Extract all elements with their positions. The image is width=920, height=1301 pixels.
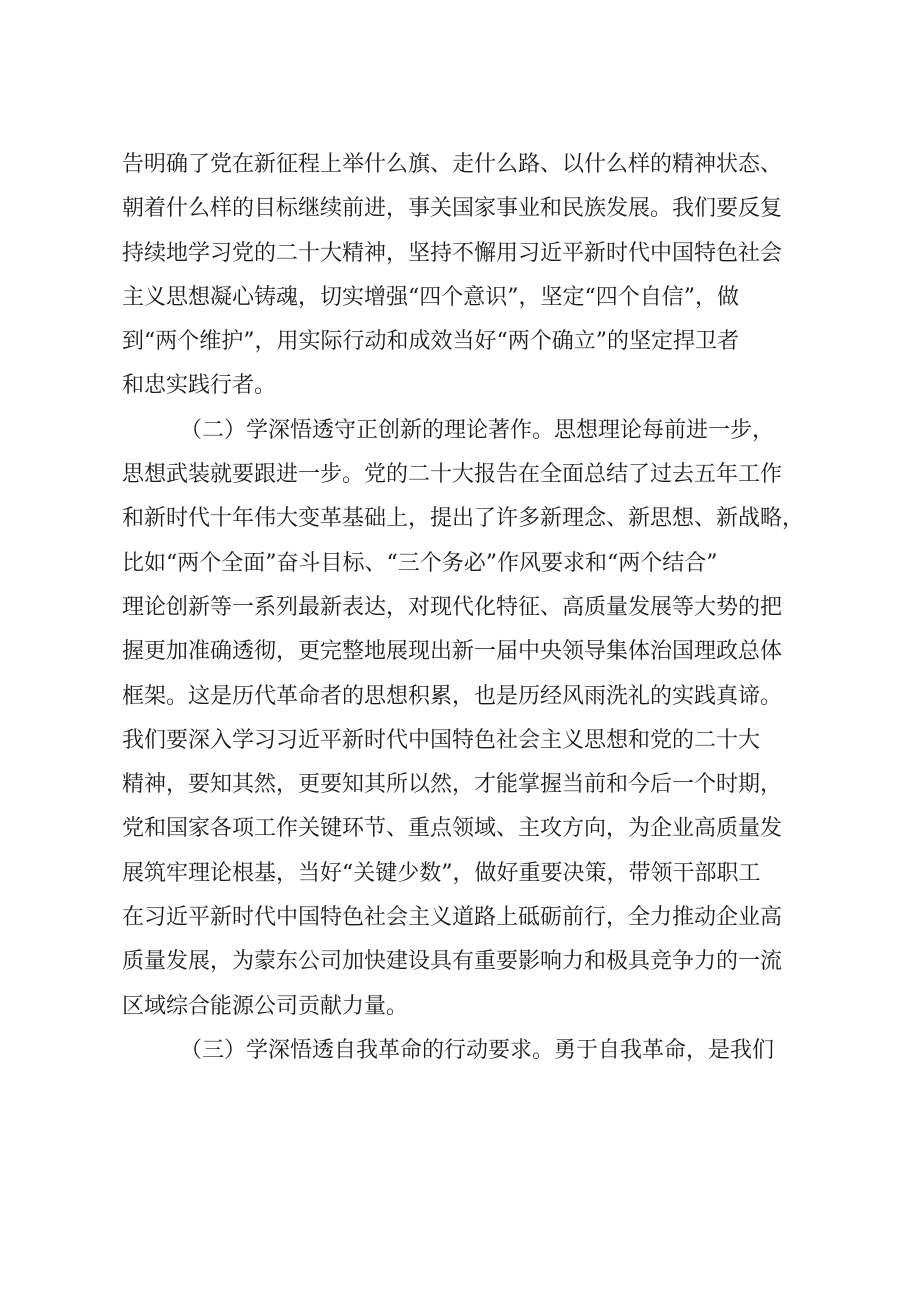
section-heading-line: （三）学深悟透自我革命的行动要求。勇于自我革命，是我们 (180, 1037, 775, 1063)
text-line: 主义思想凝心铸魂，切实增强“四个意识”，坚定“四个自信”，做 (122, 284, 739, 310)
text-line: 持续地学习党的二十大精神，坚持不懈用习近平新时代中国特色社会 (122, 240, 783, 266)
text-line: 在习近平新时代中国特色社会主义道路上砥砺前行，全力推动企业高 (122, 905, 783, 931)
text-line: 和新时代十年伟大变革基础上，提出了许多新理念、新思想、新战略， (122, 506, 805, 532)
paragraph-1 (122, 143, 822, 409)
text-line: 党和国家各项工作关键环节、重点领域、主攻方向，为企业高质量发 (122, 816, 783, 842)
text-line: 区域综合能源公司贡献力量。 (122, 993, 409, 1019)
text-line: 告明确了党在新征程上举什么旗、走什么路、以什么样的精神状态、 (122, 152, 783, 177)
section-heading-line: （二）学深悟透守正创新的理论著作。思想理论每前进一步， (180, 417, 775, 443)
paragraph-3 (122, 1029, 822, 1073)
text-line: 比如“两个全面”奋斗目标、“三个务必”作风要求和“两个结合” (122, 550, 718, 576)
text-line: 握更加准确透彻，更完整地展现出新一届中央领导集体治国理政总体 (122, 639, 783, 665)
text-line: 思想武装就要跟进一步。党的二十大报告在全面总结了过去五年工作 (122, 462, 783, 488)
text-line: 质量发展，为蒙东公司加快建设具有重要影响力和极具竞争力的一流 (122, 949, 783, 975)
text-line: 到“两个维护”，用实际行动和成效当好“两个确立”的坚定捍卫者 (122, 329, 739, 355)
paragraph-2 (122, 409, 822, 1029)
text-line: 理论创新等一系列最新表达，对现代化特征、高质量发展等大势的把 (122, 594, 783, 620)
text-line: 我们要深入学习习近平新时代中国特色社会主义思想和党的二十大 (122, 727, 761, 753)
text-line: 精神，要知其然，更要知其所以然，才能掌握当前和今后一个时期， (122, 772, 783, 798)
text-line: 展筑牢理论根基，当好“关键少数”，做好重要决策，带领干部职工 (122, 860, 761, 886)
text-line: 和忠实践行者。 (122, 373, 277, 399)
text-line: 框架。这是历代革命者的思想积累，也是历经风雨洗礼的实践真谛。 (122, 683, 783, 709)
document-body (122, 143, 822, 1073)
text-line: 朝着什么样的目标继续前进，事关国家事业和民族发展。我们要反复 (122, 196, 783, 222)
